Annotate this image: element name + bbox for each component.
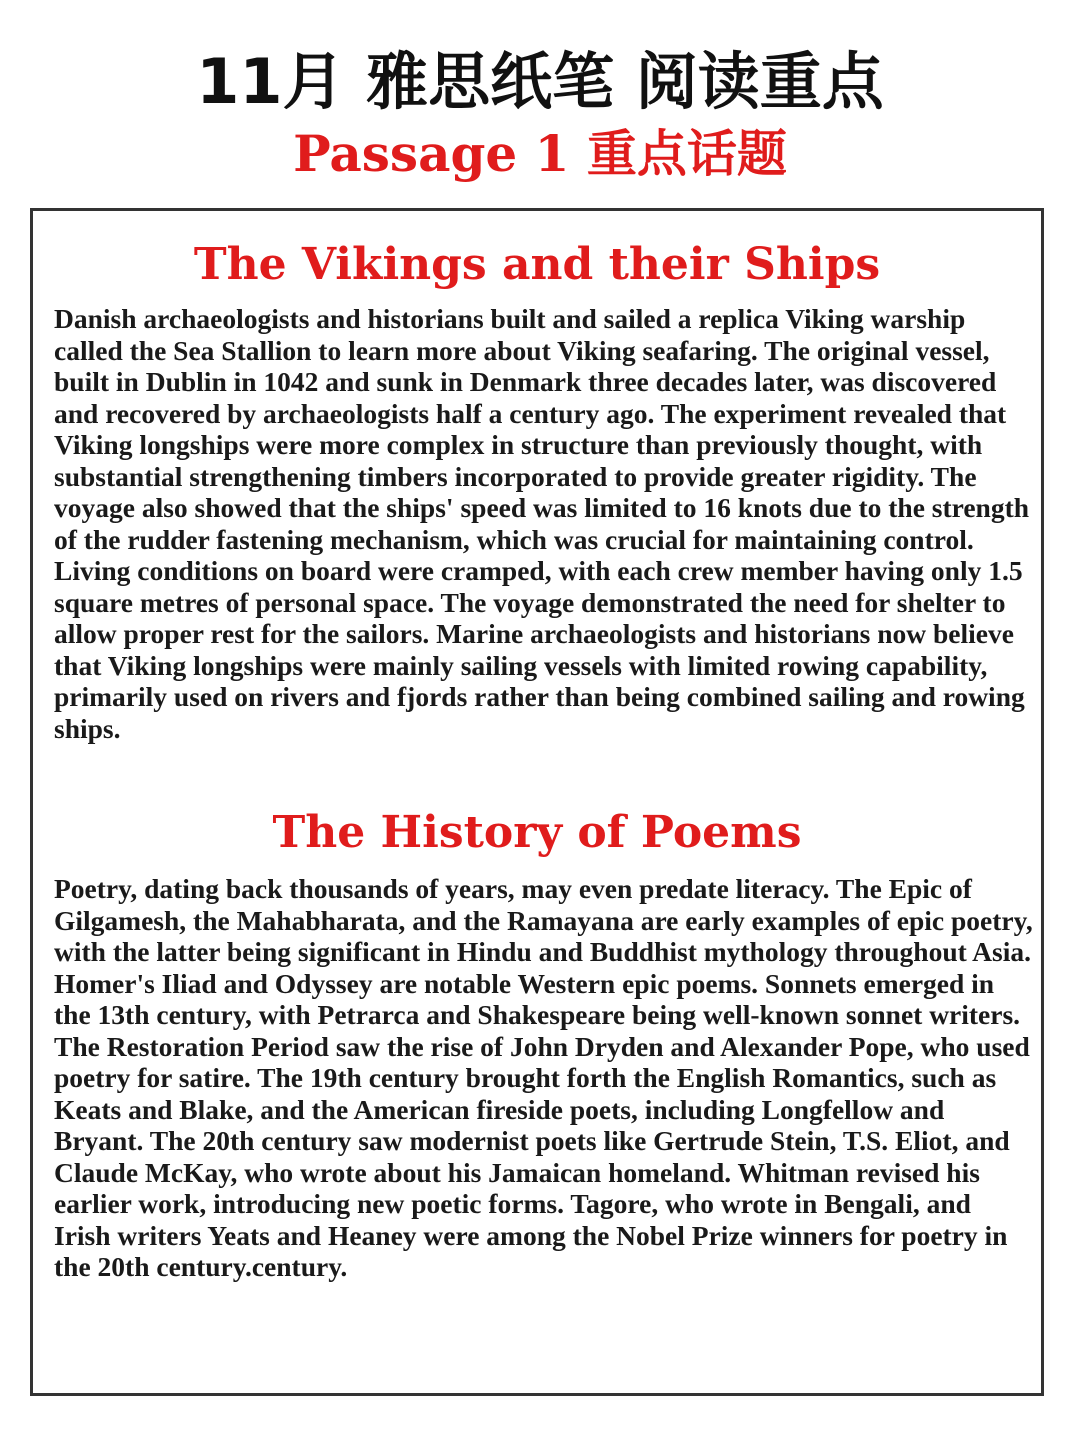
section-heading-vikings: The Vikings and their Ships: [193, 239, 881, 290]
section-body-vikings: Danish archaeologists and historians built and sailed a replica Viking warship called the Sea Stallion to learn more about Viking seafaring. The original vessel, built in Dublin in 1042 and sunk in Denmark three decades later, was discovered and recovered by archaeologists half a century ago. The experiment revealed that Viking longships were more complex in structure than previously thought, with substantial strengthening timbers incorporated to provide greater rigidity. The voyage also showed that the ships' speed was limited to 16 knots due to the strength of the rudder fastening mechanism, which was crucial for maintaining control. Living conditions on board were cramped, with each crew member having only 1.5 square metres of personal space. The voyage demonstrated the need for shelter to allow proper rest for the sailors. Marine archaeologists and historians now believe that Viking longships were mainly sailing vessels with limited rowing capability, primarily used on rivers and fjords rather than being combined sailing and rowing ships.: [54, 303, 1030, 744]
page-subtitle: Passage 1 重点话题: [293, 124, 787, 183]
section-heading-poems: The History of Poems: [272, 807, 802, 858]
page-title: 11月 雅思纸笔 阅读重点: [196, 45, 884, 118]
section-body-poems: Poetry, dating back thousands of years, may even predate literacy. The Epic of Gilgamesh, the Mahabharata, and the Ramayana are early examples of epic poetry, with the latter being significant in Hindu and Buddhist mythology throughout Asia. Homer's Iliad and Odyssey are notable Western epic poems. Sonnets emerged in the 13th century, with Petrarca and Shakespeare being well-known sonnet writers. The Restoration Period saw the rise of John Dryden and Alexander Pope, who used poetry for satire. The 19th century brought forth the English Romantics, such as Keats and Blake, and the American fireside poets, including Longfellow and Bryant. The 20th century saw modernist poets like Gertrude Stein, T.S. Eliot, and Claude McKay, who wrote about his Jamaican homeland. Whitman revised his earlier work, introducing new poetic forms. Tagore, who wrote in Bengali, and Irish writers Yeats and Heaney were among the Nobel Prize winners for poetry in the 20th century.century.: [54, 873, 1033, 1282]
passage-box: [30, 208, 1044, 1396]
